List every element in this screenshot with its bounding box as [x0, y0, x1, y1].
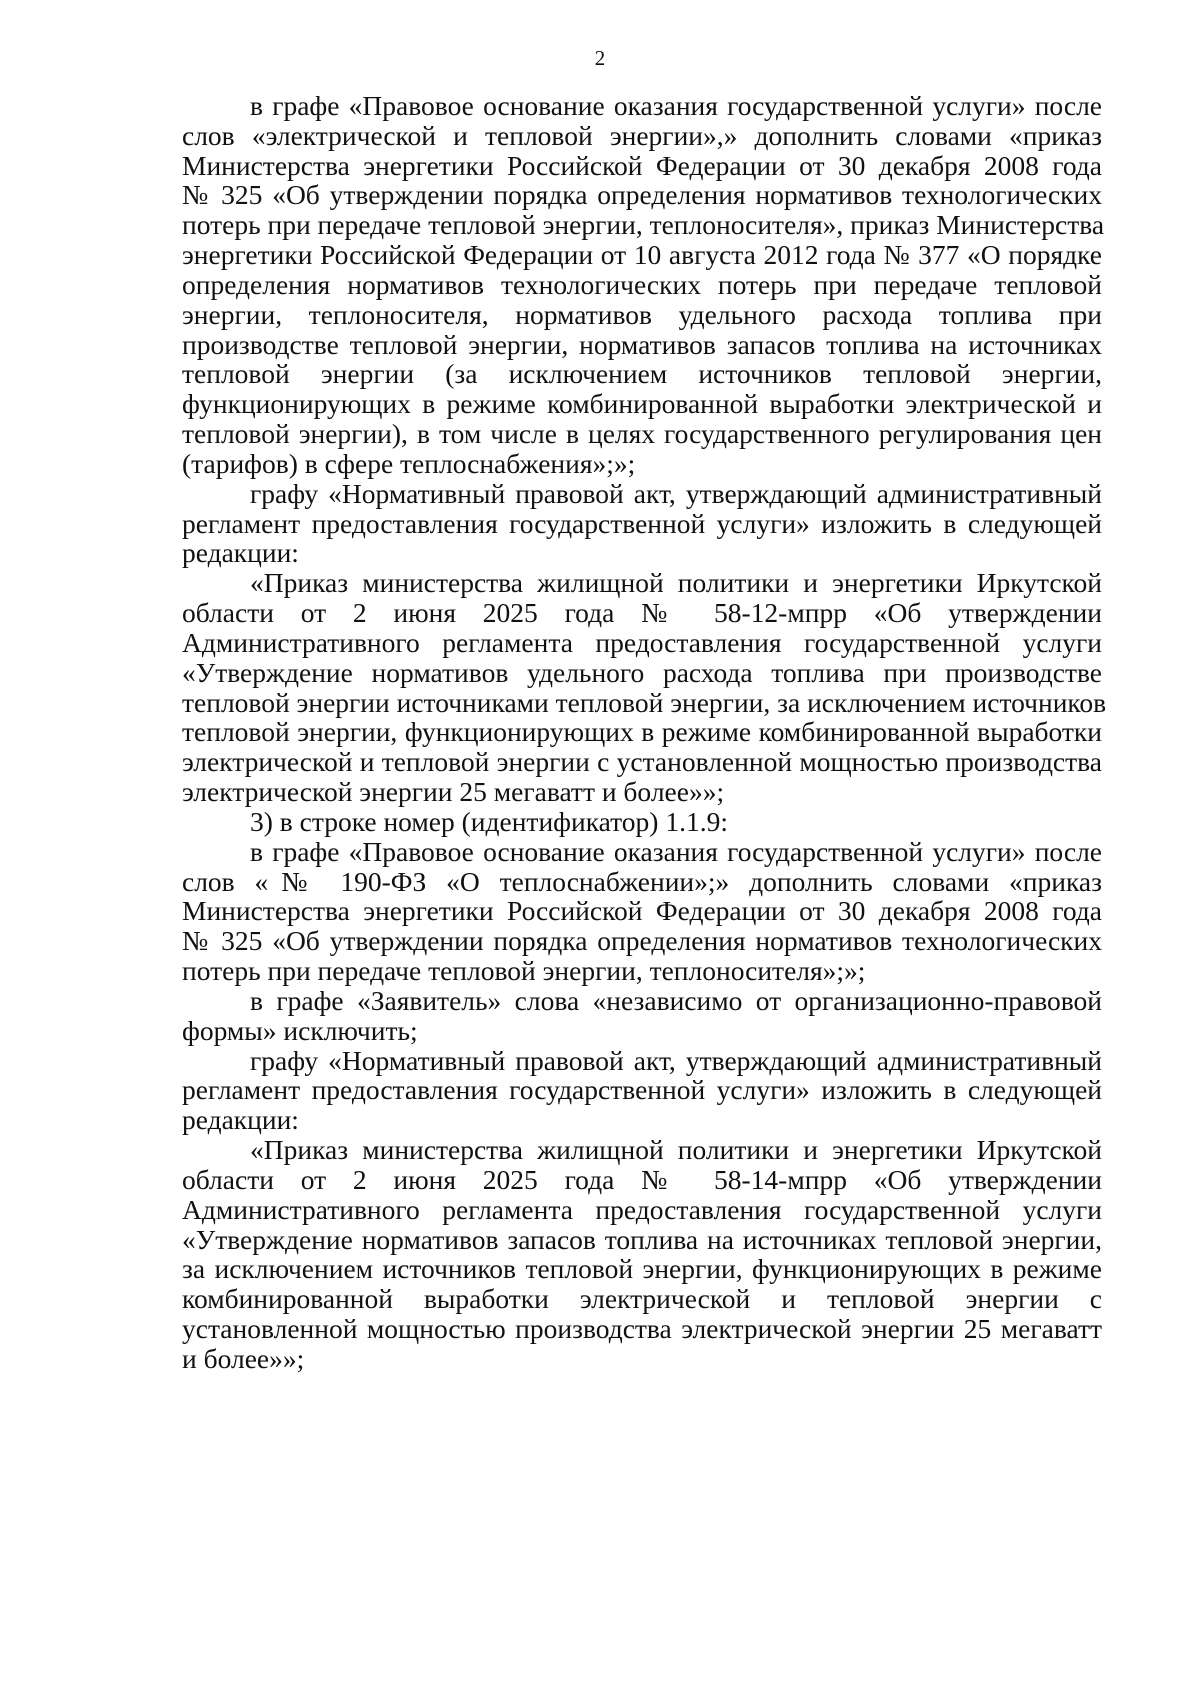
- text-line: Министерства энергетики Российской Федерации от 30 декабря 2008 года: [182, 150, 1102, 181]
- text-line: потерь при передаче тепловой энергии, теплоносителя», приказ Министерства: [182, 209, 1105, 240]
- text-line: «Приказ министерства жилищной политики и энергетики Иркутской: [250, 1134, 1102, 1165]
- text-line: комбинированной выработки электрической и тепловой энергии с: [182, 1283, 1102, 1314]
- text-line: редакции:: [182, 537, 299, 568]
- text-line: в графе «Заявитель» слова «независимо от организационно-правовой: [250, 985, 1102, 1016]
- text-line: электрической и тепловой энергии с установленной мощностью производства: [182, 746, 1102, 777]
- text-line: тепловой энергии), в том числе в целях государственного регулирования цен: [182, 418, 1102, 449]
- text-line: электрической энергии 25 мегаватт и более»»;: [182, 776, 725, 807]
- text-line: «Утверждение нормативов запасов топлива на источниках тепловой энергии,: [182, 1224, 1102, 1255]
- page-number: 2: [594, 46, 606, 70]
- text-line: тепловой энергии источниками тепловой энергии, за исключением источников: [182, 687, 1107, 718]
- text-line: Министерства энергетики Российской Федерации от 30 декабря 2008 года: [182, 895, 1102, 926]
- text-line: тепловой энергии, функционирующих в режиме комбинированной выработки: [182, 716, 1102, 747]
- text-line: Административного регламента предоставления государственной услуги: [182, 627, 1102, 658]
- text-line: № 325 «Об утверждении порядка определения нормативов технологических: [182, 179, 1102, 210]
- text-line: слов «электрической и тепловой энергии»,» дополнить словами «приказ: [182, 120, 1102, 151]
- text-line: в графе «Правовое основание оказания государственной услуги» после: [250, 836, 1102, 867]
- text-line: регламент предоставления государственной услуги» изложить в следующей: [182, 508, 1102, 539]
- text-line: 3) в строке номер (идентификатор) 1.1.9:: [250, 806, 728, 837]
- text-line: тепловой энергии (за исключением источников тепловой энергии,: [182, 358, 1102, 389]
- text-line: производстве тепловой энергии, нормативов запасов топлива на источниках: [182, 329, 1102, 360]
- text-line: № 325 «Об утверждении порядка определения нормативов технологических: [182, 925, 1102, 956]
- text-line: энергетики Российской Федерации от 10 августа 2012 года № 377 «О порядке: [182, 239, 1102, 270]
- text-line: регламент предоставления государственной услуги» изложить в следующей: [182, 1074, 1102, 1105]
- text-line: «Утверждение нормативов удельного расхода топлива при производстве: [182, 657, 1102, 688]
- text-line: области от 2 июня 2025 года № 58-14-мпрр «Об утверждении: [182, 1164, 1102, 1195]
- text-line: области от 2 июня 2025 года № 58-12-мпрр «Об утверждении: [182, 597, 1102, 628]
- text-line: «Приказ министерства жилищной политики и энергетики Иркутской: [250, 567, 1102, 598]
- text-line: функционирующих в режиме комбинированной выработки электрической и: [182, 388, 1102, 419]
- text-line: установленной мощностью производства электрической энергии 25 мегаватт: [182, 1313, 1102, 1344]
- text-line: в графе «Правовое основание оказания государственной услуги» после: [250, 90, 1102, 121]
- text-line: определения нормативов технологических потерь при передаче тепловой: [182, 269, 1102, 300]
- text-line: графу «Нормативный правовой акт, утверждающий административный: [250, 1045, 1102, 1076]
- text-line: редакции:: [182, 1104, 299, 1135]
- text-line: графу «Нормативный правовой акт, утверждающий административный: [250, 478, 1102, 509]
- text-line: слов «№ 190-ФЗ «О теплоснабжении»;» дополнить словами «приказ: [182, 866, 1102, 897]
- text-line: Административного регламента предоставления государственной услуги: [182, 1194, 1102, 1225]
- text-line: (тарифов) в сфере теплоснабжения»;»;: [182, 448, 636, 479]
- text-line: и более»»;: [182, 1343, 305, 1374]
- text-line: потерь при передаче тепловой энергии, теплоносителя»;»;: [182, 955, 866, 986]
- text-line: за исключением источников тепловой энергии, функционирующих в режиме: [182, 1253, 1102, 1284]
- text-line: энергии, теплоносителя, нормативов удельного расхода топлива при: [182, 299, 1102, 330]
- text-line: формы» исключить;: [182, 1015, 418, 1046]
